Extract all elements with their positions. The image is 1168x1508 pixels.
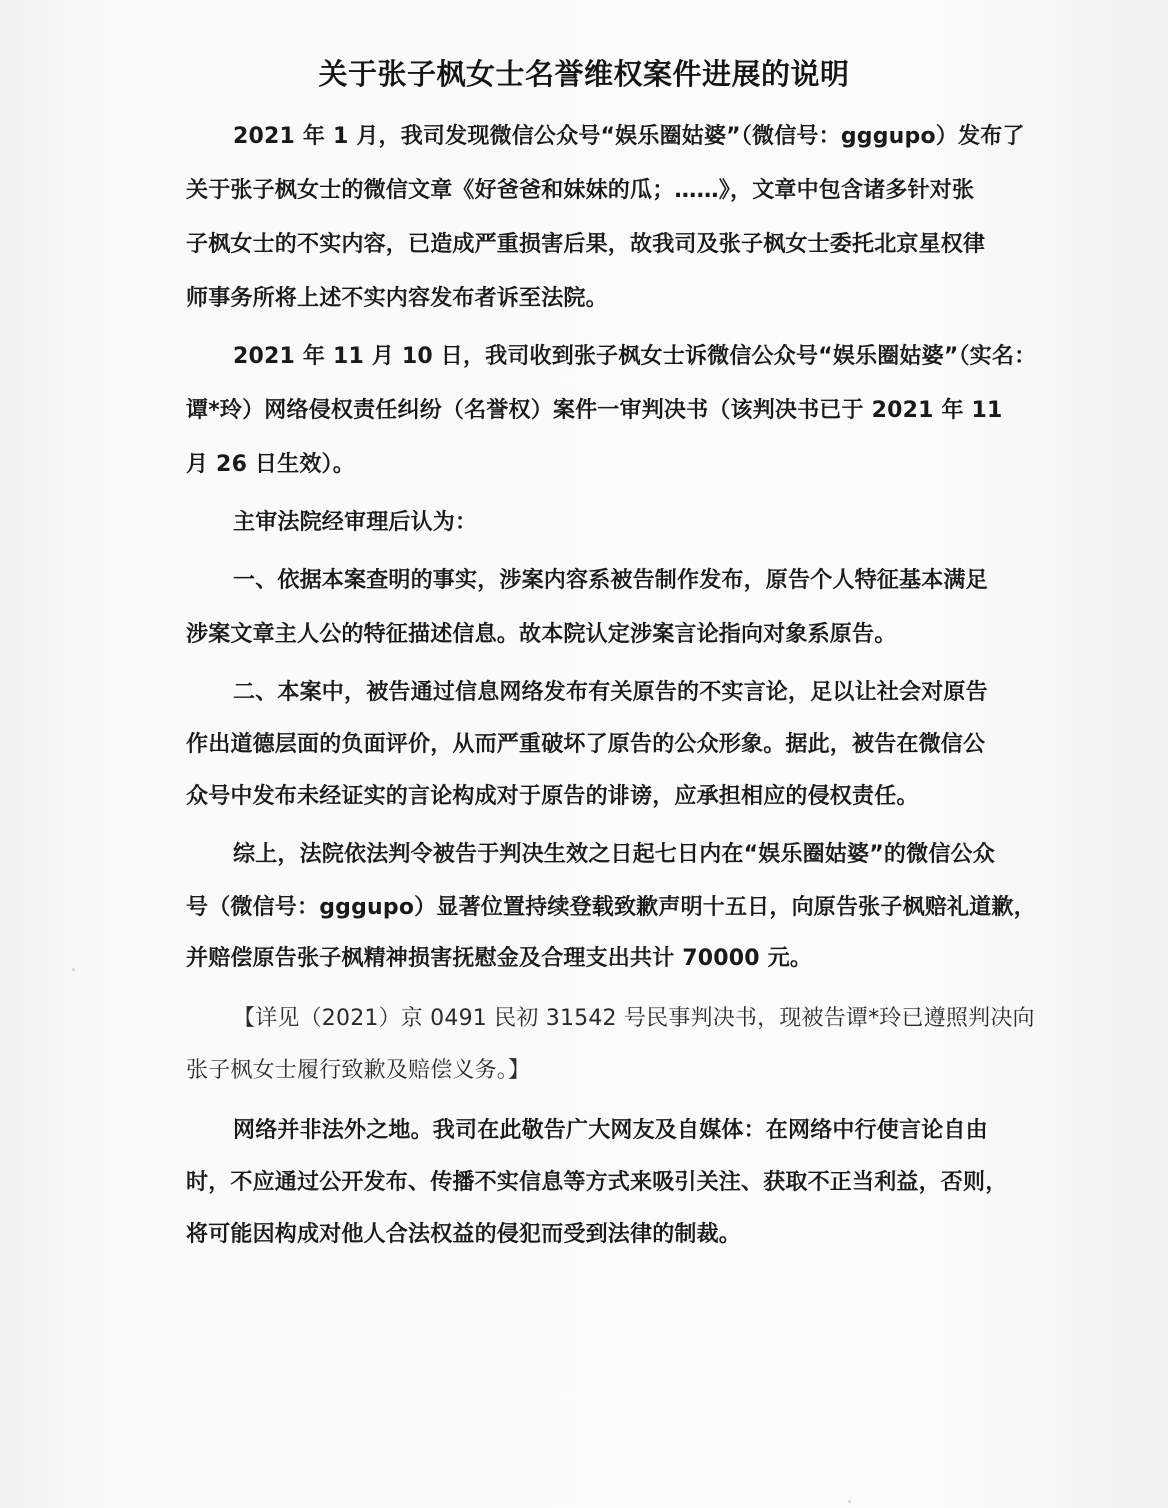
- document-title: 关于张子枫女士名誉维权案件进展的说明: [318, 57, 850, 91]
- paragraph-5-line-3: 众号中发布未经证实的言论构成对于原告的诽谤，应承担相应的侵权责任。: [186, 784, 919, 809]
- scan-speck: [848, 1500, 851, 1503]
- paragraph-7-line-1: 【详见（2021）京 0491 民初 31542 号民事判决书，现被告谭*玲已遵照判决向: [233, 1006, 1035, 1031]
- paragraph-5-line-1: 二、本案中，被告通过信息网络发布有关原告的不实言论，足以让社会对原告: [233, 680, 988, 705]
- paragraph-8-line-2: 时，不应通过公开发布、传播不实信息等方式来吸引关注、获取不正当利益，否则，: [186, 1170, 1008, 1195]
- paragraph-4-line-2: 涉案文章主人公的特征描述信息。故本院认定涉案言论指向对象系原告。: [186, 622, 897, 647]
- paragraph-6-line-1: 综上，法院依法判令被告于判决生效之日起七日内在“娱乐圈姑婆”的微信公众: [233, 842, 995, 867]
- paragraph-8-line-1: 网络并非法外之地。我司在此敬告广大网友及自媒体：在网络中行使言论自由: [233, 1118, 988, 1143]
- paragraph-7-line-2: 张子枫女士履行致歉及赔偿义务。】: [186, 1058, 531, 1083]
- paragraph-2-line-3: 月 26 日生效）。: [186, 452, 355, 477]
- paragraph-6-line-2: 号（微信号：gggupo）显著位置持续登载致歉声明十五日，向原告张子枫赔礼道歉，: [186, 895, 1036, 920]
- paragraph-1-line-3: 子枫女士的不实内容，已造成严重损害后果，故我司及张子枫女士委托北京星权律: [186, 232, 986, 257]
- paragraph-1-line-2: 关于张子枫女士的微信文章《好爸爸和妹妹的瓜；……》，文章中包含诸多针对张: [186, 178, 975, 203]
- paragraph-5-line-2: 作出道德层面的负面评价，从而严重破坏了原告的公众形象。据此，被告在微信公: [186, 732, 986, 757]
- paragraph-8-line-3: 将可能因构成对他人合法权益的侵犯而受到法律的制裁。: [186, 1222, 742, 1247]
- paragraph-2-line-1: 2021 年 11 月 10 日，我司收到张子枫女士诉微信公众号“娱乐圈姑婆”（实名：: [233, 344, 1037, 369]
- paragraph-4-line-1: 一、依据本案查明的事实，涉案内容系被告制作发布，原告个人特征基本满足: [233, 568, 988, 593]
- paragraph-3-line-1: 主审法院经审理后认为：: [233, 510, 478, 535]
- paragraph-2-line-2: 谭*玲）网络侵权责任纠纷（名誉权）案件一审判决书（该判决书已于 2021 年 11: [186, 398, 1003, 423]
- paragraph-6-line-3: 并赔偿原告张子枫精神损害抚慰金及合理支出共计 70000 元。: [186, 946, 813, 971]
- paragraph-1-line-1: 2021 年 1 月，我司发现微信公众号“娱乐圈姑婆”（微信号：gggupo）发布了: [233, 124, 1025, 149]
- paragraph-1-line-4: 师事务所将上述不实内容发布者诉至法院。: [186, 286, 608, 311]
- scan-speck: [72, 968, 75, 971]
